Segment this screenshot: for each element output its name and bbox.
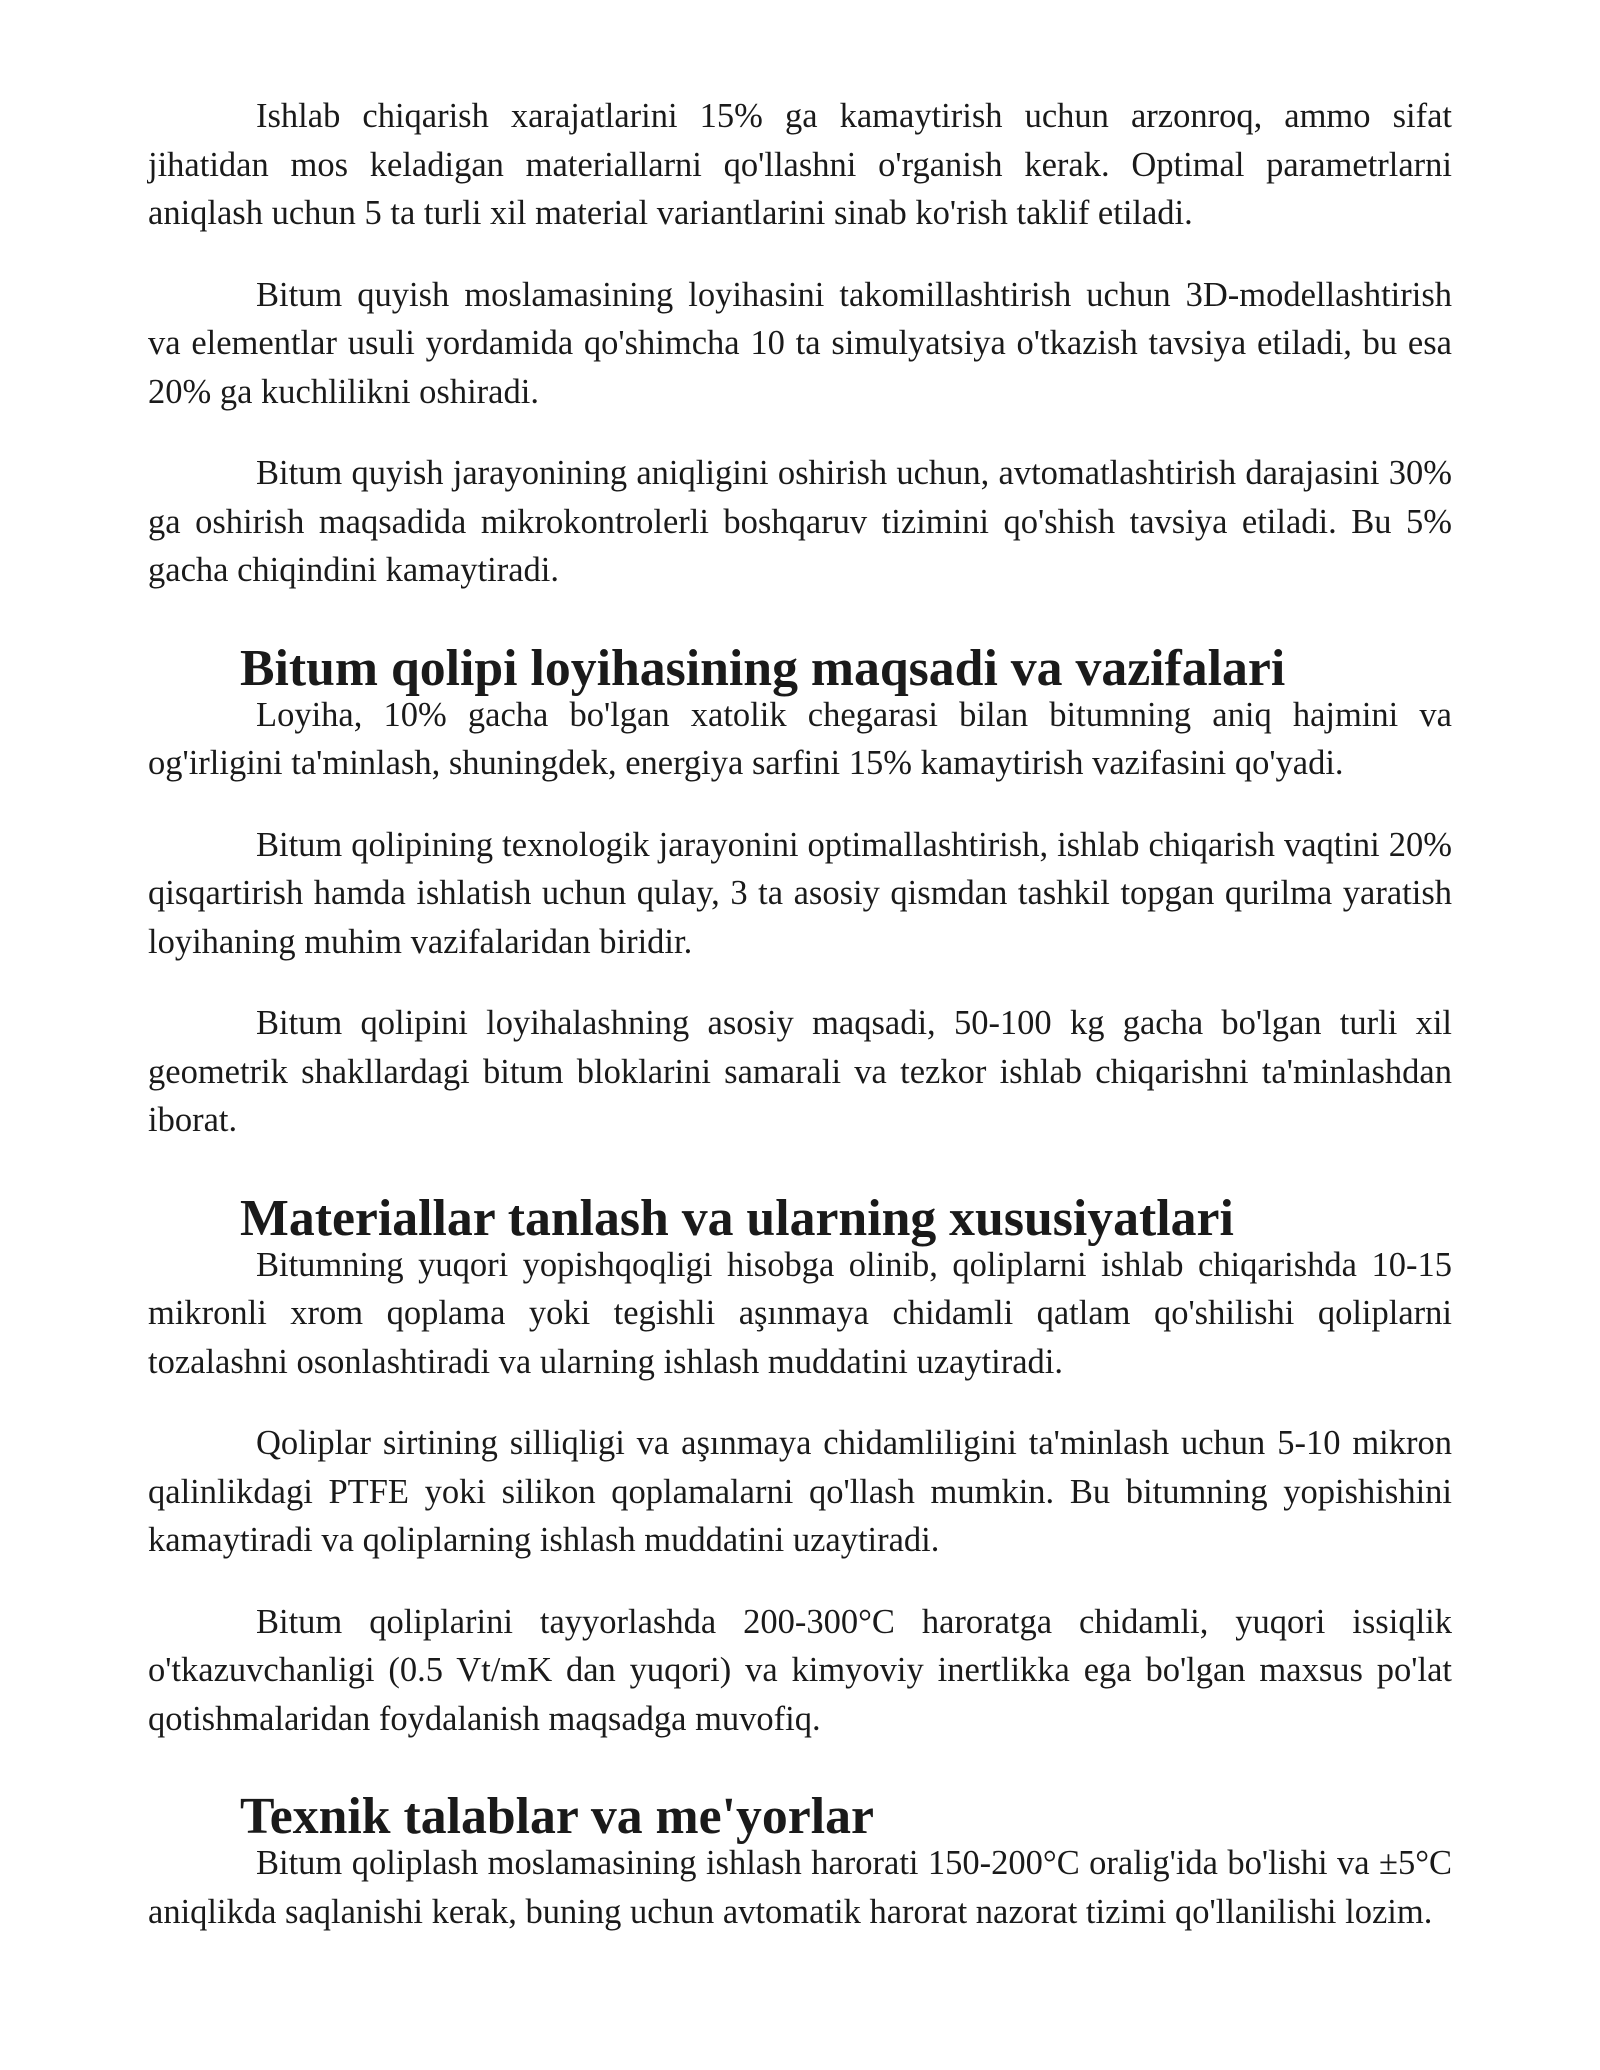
paragraph-operating-temperature: Bitum qoliplash moslamasining ishlash harorati 150-200°C oralig'ida bo'lishi va ±5°C aniqlikda saqlanishi kerak, buning uchun avtomatik harorat nazorat tizimi qo'llanilishi lozim.	[148, 1844, 1452, 1931]
paragraph-ptfe-coating: Qoliplar sirtining silliqligi va aşınmaya chidamliligini ta'minlash uchun 5-10 mikron qalinlikdagi PTFE yoki silikon qoplamalarni qo'llash mumkin. Bu bitumning yopishishini kamaytiradi va qoliplarning ishlash muddatini uzaytiradi.	[148, 1424, 1452, 1559]
paragraph-chrome-coating: Bitumning yuqori yopishqoqligi hisobga olinib, qoliplarni ishlab chiqarishda 10-15 mikronli xrom qoplama yoki tegishli aşınmaya chidamli qatlam qo'shilishi qoliplarni tozalashni osonlashtiradi va ularning ishlash muddatini uzaytiradi.	[148, 1245, 1452, 1381]
paragraph-main-goal: Bitum qolipini loyihalashning asosiy maqsadi, 50-100 kg gacha bo'lgan turli xil geometrik shakllardagi bitum bloklarini samarali va tezkor ishlab chiqarishni ta'minlashdan iborat.	[148, 1004, 1452, 1139]
paragraph-material-costs: Ishlab chiqarish xarajatlarini 15% ga kamaytirish uchun arzonroq, ammo sifat jihatidan mos keladigan materiallarni qo'llashni o'rganish kerak. Optimal parametrlarni aniqlash uchun 5 ta turli xil material variantlarini sinab ko'rish taklif etiladi.	[148, 97, 1452, 232]
paragraph-automation: Bitum quyish jarayonining aniqligini oshirish uchun, avtomatlashtirish darajasini 30% ga oshirish maqsadida mikrokontrolerli boshqaruv tizimini qo'shish tavsiya etiladi. Bu 5% gacha chiqindini kamaytiradi.	[148, 454, 1452, 589]
paragraph-3d-modeling: Bitum quyish moslamasining loyihasini takomillashtirish uchun 3D-modellashtirish va elementlar usuli yordamida qo'shimcha 10 ta simulyatsiya o'tkazish tavsiya etiladi, bu esa 20% ga kuchlilikni oshiradi.	[148, 275, 1452, 411]
section-heading-technical-requirements: Texnik talablar va me'yorlar	[240, 1788, 874, 1845]
paragraph-process-optimization: Bitum qolipining texnologik jarayonini optimallashtirish, ishlab chiqarish vaqtini 20% qisqartirish hamda ishlatish uchun qulay, 3 ta asosiy qismdan tashkil topgan qurilma yaratish loyihaning muhim vazifalaridan biridir.	[148, 825, 1452, 961]
paragraph-steel-alloys: Bitum qoliplarini tayyorlashda 200-300°C haroratga chidamli, yuqori issiqlik o'tkazuvchanligi (0.5 Vt/mK dan yuqori) va kimyoviy inertlikka ega bo'lgan maxsus po'lat qotishmalaridan foydalanish maqsadga muvofiq.	[148, 1602, 1452, 1738]
paragraph-project-accuracy: Loyiha, 10% gacha bo'lgan xatolik chegarasi bilan bitumning aniq hajmini va og'irligini ta'minlash, shuningdek, energiya sarfini 15% kamaytirish vazifasini qo'yadi.	[148, 695, 1452, 782]
section-heading-goals: Bitum qolipi loyihasining maqsadi va vazifalari	[240, 639, 1286, 697]
section-heading-materials: Materiallar tanlash va ularning xususiyatlari	[240, 1189, 1234, 1247]
document-page	[148, 92, 1452, 1969]
